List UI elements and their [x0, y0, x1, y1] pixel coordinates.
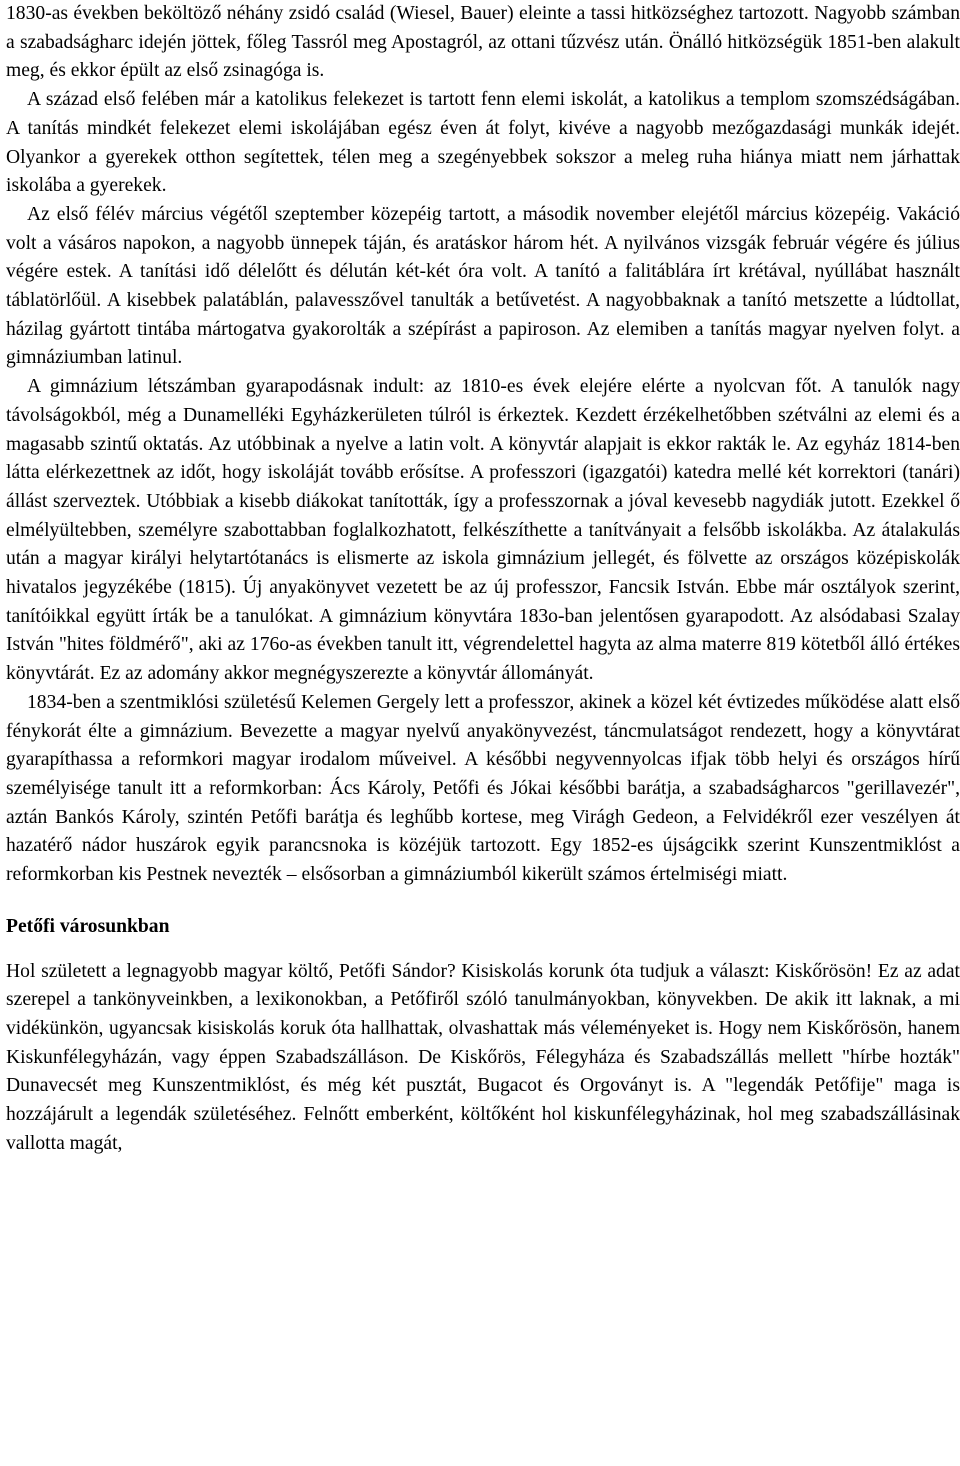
paragraph-jewish-community: 1830-as években beköltöző néhány zsidó család (Wiesel, Bauer) eleinte a tassi hitközséghez tartozott. Nagyobb számban a szabadságharc idején jöttek, főleg Tassról meg Apostagról, az ottani tűzvész után. Önálló hitközségük 1851-ben alakult meg, és ekkor épült az első zsinagóga is.	[6, 3, 960, 82]
paragraph-school-year: Az első félév március végétől szeptember közepéig tartott, a második november elejétől március közepéig. Vakáció volt a vásáros napokon, a nagyobb ünnepek táján, és aratáskor három hét. A nyilvános vizsgák február végére és július végére estek. A tanítási idő délelőtt és délután két-két óra volt. A tanító a falitáblára írt krétával, nyúllábat használt táblatörlőül. A kisebbek palatáblán, palavesszővel tanulták a betűvetést. A nagyobbaknak a tanító metszette a lúdtollat, házilag gyártott tintába mártogatva gyakorolták a szépírást a papiroson. Az elemiben a tanítás magyar nyelven folyt. a gimnáziumban latinul.	[6, 203, 960, 369]
document-page	[6, 0, 960, 1158]
section-heading: Petőfi városunkban	[6, 915, 170, 937]
paragraph-kelemen-gergely: 1834-ben a szentmiklósi születésű Kelemen Gergely lett a professzor, akinek a közel két évtizedes működése alatt első fénykorát élte a gimnázium. Bevezette a magyar nyelvű anyakönyvezést, táncmulatságot rendezett, hogy a könyvtárat gyarapíthassa a reformkori magyar irodalom műveivel. A későbbi negyvennyolcas ifjak több helyi és országos hírű személyisége tanult itt a reformkorban: Ács Károly, Petőfi és Jókai későbbi barátja, a szabadságharcos "gerillavezér", aztán Bankós Károly, szintén Petőfi barátja és leghűbb kortese, meg Virágh Gedeon, a Felvidékről ezer veszélyen át hazatérő nádor huszárok egyik parancsnoka is közéjük tartozott. Egy 1852-es újságcikk szerint Kunszentmiklóst a reformkorban kis Pestnek nevezték – elsősorban a gimnáziumból kikerült számos értelmiségi miatt.	[6, 691, 960, 886]
paragraph-catholic-school: A század első felében már a katolikus felekezet is tartott fenn elemi iskolát, a katolikus a templom szomszédságában. A tanítás mindkét felekezet elemi iskolájában egész éven át folyt, kivéve a nagyobb mezőgazdasági munkák idejét. Olyankor a gyerekek otthon segítettek, télen meg a szegényebbek sokszor a meleg ruha hiánya miatt nem járhattak iskolába a gyerekek.	[6, 89, 960, 197]
paragraph-petofi-birthplace: Hol született a legnagyobb magyar költő, Petőfi Sándor? Kisiskolás korunk óta tudjuk a választ: Kiskőrösön! Ez az adat szerepel a tankönyveinkben, a lexikonokban, a Petőfiről szóló tanulmányokban, könyvekben. De akik itt laknak, a mi vidékünkön, ugyancsak kisiskolás koruk óta hallhattak, olvashattak más véleményeket is. Hogy nem Kiskőrösön, hanem Kiskunfélegyházán, vagy éppen Szabadszálláson. De Kiskőrös, Félegyháza és Szabadszállás mellett "hírbe hozták" Dunavecsét meg Kunszentmiklóst, és még két pusztát, Bugacot és Orgoványt is. A "legendák Petőfije" maga is hozzájárult a legendák születéséhez. Felnőtt emberként, költőként hol kiskunfélegyházinak, hol meg szabadszállásinak vallotta magát,	[6, 960, 960, 1154]
paragraph-gymnasium-growth: A gimnázium létszámban gyarapodásnak indult: az 1810-es évek elejére elérte a nyolcvan főt. A tanulók nagy távolságokból, még a Dunamelléki Egyházkerületen túlról is érkeztek. Kezdett érzékelhetőbben szétválni az elemi és a magasabb szintű oktatás. Az utóbbinak a nyelve a latin volt. A könyvtár alapjait is ekkor rakták le. Az egyház 1814-ben látta elérkezettnek az időt, hogy iskoláját tovább erősítse. A professzori (igazgatói) katedra mellé két korrektori (tanári) állást szerveztek. Utóbbiak a kisebb diákokat tanították, így a professzornak a jóval kevesebb nagydiák jutott. Ezekkel ő elmélyültebben, személyre szabottabban foglalkozhatott, felkészíthette a tanítványait a felsőbb iskolákba. Az átalakulás után a magyar királyi helytartótanács is elismerte az iskola gimnázium jellegét, és fölvette az országos középiskolák hivatalos jegyzékébe (1815). Új anyakönyvet vezetett be az új professzor, Fancsik István. Ebbe már osztályok szerint, tanítóikkal együtt írták be a tanulókat. A gimnázium könyvtára 183o-ban jelentősen gyarapodott. Az alsódabasi Szalay István "hites földmérő", aki az 176o-as években tanult itt, végrendelettel hagyta az alma materre 819 kötetből álló értékes könyvtárát. Ez az adomány akkor megnégyszerezte a könyvtár állományát.	[6, 376, 960, 685]
